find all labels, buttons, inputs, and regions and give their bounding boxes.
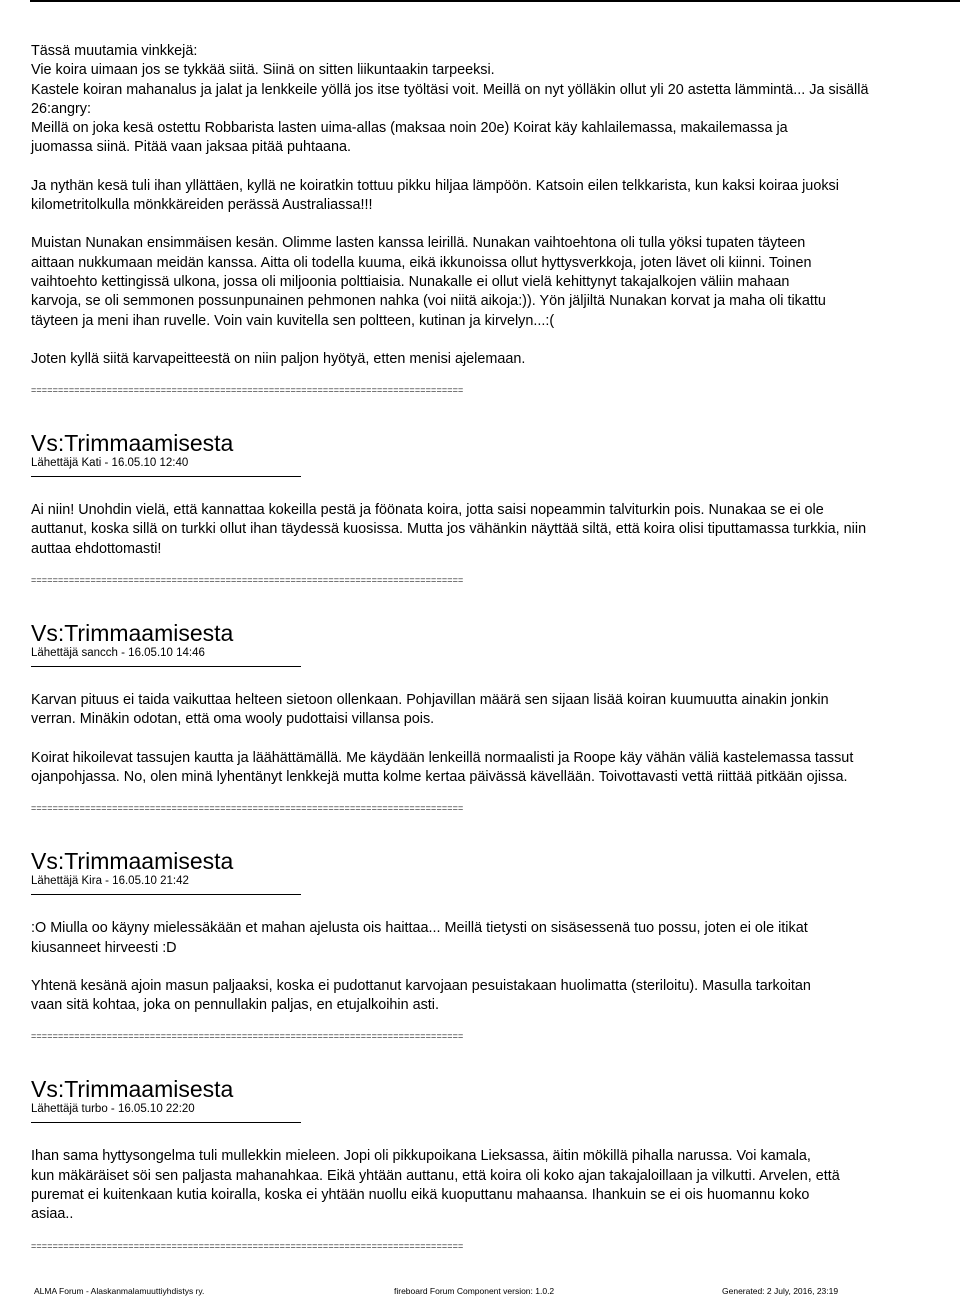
post-meta: Lähettäjä sancch - 16.05.10 14:46 — [31, 647, 205, 660]
intro-post — [31, 42, 960, 369]
text-line: Ihan sama hyttysongelma tuli mullekkin mieleen. Jopi oli pikkupoikana Lieksassa, äitin mökillä pihalla narussa. Voi kamala, — [31, 1148, 811, 1165]
text-line: vaihtoehto kettingissä ulkona, jossa oli miljoonia polttiaisia. Nunakalle ei ollut vielä kehittynyt takajalkojen väliin mahaan — [31, 273, 790, 290]
text-line: Vie koira uimaan jos se tykkää siitä. Siinä on sitten liikuntaakin tarpeeksi. — [31, 62, 495, 79]
text-line: :O Miulla oo käyny mielessäkään et mahan ajelusta ois haittaa... Meillä tietysti on sisäsessenä tuo possu, joten ei ole itikat — [31, 920, 808, 937]
post-separator: ================================================================================ — [31, 1240, 464, 1251]
text-line: Kastele koiran mahanalus ja jalat ja lenkkeile yöllä jos itse työltäsi voit. Meillä on nyt yölläkin ollut yli 20 astetta lämmintä... Ja sisällä — [31, 81, 869, 98]
text-line: auttaa ehdottomasti! — [31, 540, 162, 557]
text-line: Yhtenä kesänä ajoin masun paljaaksi, koska ei pudottanut karvojaan pesuistakaan huolimatta (steriloitu). Masulla tarkoitan — [31, 977, 811, 994]
post-separator: ================================================================================ — [31, 1031, 464, 1042]
text-line: vaan sitä kohtaa, joka on pennullakin paljas, en etujalkoihin asti. — [31, 997, 440, 1014]
text-line: juomassa siinä. Pitää vaan jaksaa pitää puhtaana. — [31, 139, 352, 156]
post-meta: Lähettäjä Kati - 16.05.10 12:40 — [31, 457, 189, 470]
post-meta: Lähettäjä Kira - 16.05.10 21:42 — [31, 875, 189, 888]
top-rule — [30, 0, 960, 2]
text-line: Meillä on joka kesä ostettu Robbarista lasten uima-allas (maksaa noin 20e) Koirat käy kahlailemassa, makailemassa ja — [31, 120, 788, 137]
forum-post — [31, 620, 960, 787]
text-line: auttanut, koska sillä on turkki ollut ihan täydessä kuosissa. Mutta jos vähänkin näyttää siltä, että koira olisi tiputtamassa turkkia, niin — [31, 521, 867, 538]
text-line: asiaa.. — [31, 1206, 74, 1223]
text-line: puremat ei kuitenkaan kutia koiralla, koska ei yhtään nuollu eikä kuoputtanu mahaansa. Ihankuin se ei ois huomannu koko — [31, 1187, 810, 1204]
text-line: Joten kyllä siitä karvapeitteestä on niin paljon hyötyä, etten menisi ajelemaan. — [31, 350, 526, 367]
text-line: Koirat hikoilevat tassujen kautta ja läähättämällä. Me käydään lenkeillä normaalisti ja Roope käy vähän väliä kastelemassa tassut — [31, 749, 854, 766]
text-line: aittaan nukkumaan meidän kanssa. Aitta oli todella kuuma, eikä ikkunoissa ollut hyttysverkkoja, joten lävet oli kiinni. Toinen — [31, 254, 812, 271]
text-line: kilometritolkulla mönkkäreiden perässä Australiassa!!! — [31, 197, 373, 214]
post-title: Vs:Trimmaamisesta — [31, 848, 234, 875]
post-title: Vs:Trimmaamisesta — [31, 620, 234, 647]
forum-post — [31, 430, 960, 559]
forum-post — [31, 1076, 960, 1224]
page-footer — [0, 1285, 960, 1297]
text-line: kiusanneet hirveesti :D — [31, 939, 177, 956]
text-line: Ja nythän kesä tuli ihan yllättäen, kyllä ne koiratkin tottuu pikku hiljaa lämpöön. Katsoin eilen telkkarista, kun kaksi koiraa juoksi — [31, 177, 839, 194]
text-line: ojanpohjassa. No, olen minä lyhentänyt lenkkejä mutta kolme kertaa päivässä kävellään. Toivottavasti vettä riittää pitkään ojissa. — [31, 768, 848, 785]
post-title: Vs:Trimmaamisesta — [31, 430, 234, 457]
post-title: Vs:Trimmaamisesta — [31, 1076, 234, 1103]
text-line: Muistan Nunakan ensimmäisen kesän. Olimme lasten kanssa leirillä. Nunakan vaihtoehtona oli tulla yöksi tupaten täyteen — [31, 235, 806, 252]
text-line: verran. Minäkin odotan, että oma wooly pudottaisi villansa pois. — [31, 711, 435, 728]
document-body — [31, 42, 960, 1251]
post-separator: ================================================================================ — [31, 575, 464, 586]
post-meta: Lähettäjä turbo - 16.05.10 22:20 — [31, 1103, 195, 1116]
text-line: kun mäkäräiset söi sen paljasta mahanahkaa. Eikä yhtään auttanu, että koira oli koko ajan takajaloillaan ja vilkutti. Arvelen, että — [31, 1167, 840, 1184]
post-separator: ================================================================================ — [31, 385, 464, 396]
text-line: täyteen ja meni ihan ruvelle. Voin vain kuvitella sen poltteen, kutinan ja kirvelyn...:( — [31, 312, 555, 329]
footer-generated-date: Generated: 2 July, 2016, 23:19 — [722, 1286, 839, 1296]
text-line: Karvan pituus ei taida vaikuttaa helteen sietoon ollenkaan. Pohjavillan määrä sen sijaan lisää koiran kuumuutta ainakin jonkin — [31, 692, 829, 709]
footer-site-name: ALMA Forum - Alaskanmalamuuttiyhdistys ry. — [34, 1286, 205, 1296]
footer-component-version: fireboard Forum Component version: 1.0.2 — [394, 1286, 555, 1296]
post-separator: ================================================================================ — [31, 803, 464, 814]
text-line: Ai niin! Unohdin vielä, että kannattaa kokeilla pestä ja föönata koira, jotta saisi nopeammin talviturkin pois. Nunakaa se ei ole — [31, 502, 824, 519]
text-line: 26:angry: — [31, 100, 92, 117]
text-line: karvoja, se oli semmonen possunpunainen pehmonen nahka (voi niitä aikoja:)). Yön jäljiltä Nunakan korvat ja maha oli tikattu — [31, 293, 826, 310]
forum-post — [31, 848, 960, 1015]
text-line: Tässä muutamia vinkkejä: — [31, 43, 198, 59]
